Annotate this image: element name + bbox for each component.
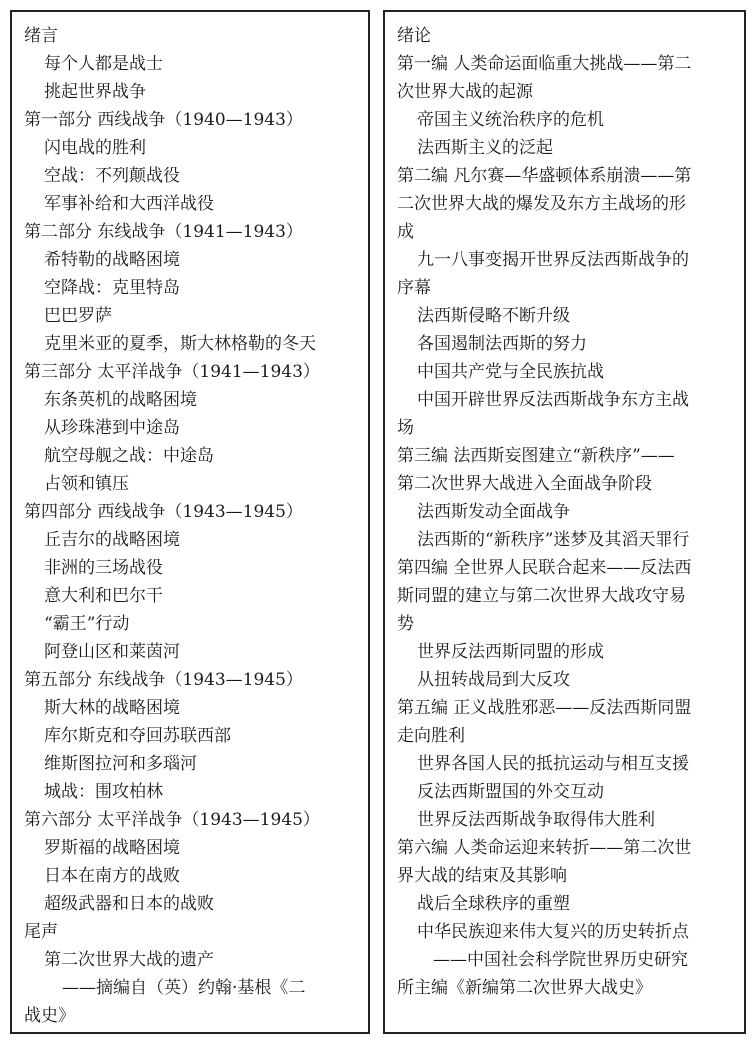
right-toc-line: 次世界大战的起源: [397, 82, 533, 102]
right-toc-line: 场: [397, 418, 414, 438]
right-toc-line: 势: [397, 614, 414, 634]
left-toc-line: 第二次世界大战的遗产: [44, 950, 214, 970]
right-toc-line: 中国共产党与全民族抗战: [417, 362, 604, 382]
right-toc-line: 法西斯侵略不断升级: [417, 306, 570, 326]
right-toc-line: 世界反法西斯战争取得伟大胜利: [417, 810, 655, 830]
left-toc-line: 军事补给和大西洋战役: [44, 194, 214, 214]
right-toc-line: 第二编 凡尔赛—华盛顿体系崩溃——第: [397, 166, 692, 186]
right-toc-line: 走向胜利: [397, 726, 465, 746]
left-toc-line: 维斯图拉河和多瑙河: [44, 754, 197, 774]
left-toc-line: 意大利和巴尔干: [44, 586, 163, 606]
left-toc-line: 阿登山区和莱茵河: [44, 642, 180, 662]
left-toc-line: 罗斯福的战略困境: [44, 838, 180, 858]
left-toc-line: 日本在南方的战败: [44, 866, 180, 886]
right-toc-line: 成: [397, 222, 414, 242]
right-toc-line: 所主编《新编第二次世界大战史》: [397, 978, 652, 998]
right-toc-line: 世界反法西斯同盟的形成: [417, 642, 604, 662]
left-toc-line: 第二部分 东线战争（1941—1943）: [24, 222, 303, 242]
left-toc-line: 库尔斯克和夺回苏联西部: [44, 726, 231, 746]
right-toc-line: 第五编 正义战胜邪恶——反法西斯同盟: [397, 698, 692, 718]
left-toc-line: 克里米亚的夏季，斯大林格勒的冬天: [44, 334, 316, 354]
left-toc-line: 第四部分 西线战争（1943—1945）: [24, 502, 303, 522]
left-toc-line: 挑起世界战争: [44, 82, 146, 102]
right-toc-line: 世界各国人民的抵抗运动与相互支援: [417, 754, 689, 774]
left-toc-line: 闪电战的胜利: [44, 138, 146, 158]
left-toc-line: ——摘编自（英）约翰·基根《二: [62, 978, 306, 998]
right-toc-line: 二次世界大战的爆发及东方主战场的形: [397, 194, 686, 214]
left-toc-line: 非洲的三场战役: [44, 558, 163, 578]
right-toc-line: 战后全球秩序的重塑: [417, 894, 570, 914]
right-toc-line: 界大战的结束及其影响: [397, 866, 567, 886]
right-toc-line: 绪论: [397, 26, 431, 46]
left-toc-line: 斯大林的战略困境: [44, 698, 180, 718]
right-toc-line: 法西斯发动全面战争: [417, 502, 570, 522]
left-toc-line: 希特勒的战略困境: [44, 250, 180, 270]
left-toc-line: 空战：不列颠战役: [44, 166, 180, 186]
right-toc-line: 法西斯主义的泛起: [417, 138, 553, 158]
right-toc-line: 序幕: [397, 278, 431, 298]
right-toc-line: 第一编 人类命运面临重大挑战——第二: [397, 54, 692, 74]
left-toc-line: 巴巴罗萨: [44, 306, 112, 326]
left-toc-line: 从珍珠港到中途岛: [44, 418, 180, 438]
left-toc-line: 东条英机的战略困境: [44, 390, 197, 410]
left-toc-line: 占领和镇压: [44, 474, 129, 494]
right-toc-line: 九一八事变揭开世界反法西斯战争的: [417, 250, 689, 270]
left-toc-line: 城战：围攻柏林: [44, 782, 163, 802]
right-toc-line: 法西斯的“新秩序”迷梦及其滔天罪行: [417, 530, 690, 550]
left-toc-list: [24, 22, 360, 1030]
left-toc-line: 战史》: [24, 1006, 75, 1026]
left-toc-line: 第六部分 太平洋战争（1943—1945）: [24, 810, 320, 830]
right-toc-line: 第二次世界大战进入全面战争阶段: [397, 474, 652, 494]
left-toc-line: 超级武器和日本的战败: [44, 894, 214, 914]
left-toc-line: 空降战：克里特岛: [44, 278, 180, 298]
left-toc-panel: [10, 10, 370, 1034]
right-toc-line: 第三编 法西斯妄图建立“新秩序”——: [397, 446, 675, 466]
left-toc-line: 丘吉尔的战略困境: [44, 530, 180, 550]
left-toc-line: “霸王”行动: [44, 614, 130, 634]
right-toc-line: 第六编 人类命运迎来转折——第二次世: [397, 838, 692, 858]
left-toc-line: 航空母舰之战：中途岛: [44, 446, 214, 466]
right-toc-line: ——中国社会科学院世界历史研究: [433, 950, 688, 970]
right-toc-line: 斯同盟的建立与第二次世界大战攻守易: [397, 586, 686, 606]
right-toc-line: 中华民族迎来伟大复兴的历史转折点: [417, 922, 689, 942]
left-toc-line: 第一部分 西线战争（1940—1943）: [24, 110, 303, 130]
right-toc-list: [397, 22, 736, 1002]
left-toc-line: 第五部分 东线战争（1943—1945）: [24, 670, 303, 690]
right-toc-line: 第四编 全世界人民联合起来——反法西: [397, 558, 692, 578]
left-toc-line: 每个人都是战士: [44, 54, 163, 74]
right-toc-line: 各国遏制法西斯的努力: [417, 334, 587, 354]
right-toc-line: 反法西斯盟国的外交互动: [417, 782, 604, 802]
left-toc-line: 尾声: [24, 922, 58, 942]
left-toc-line: 第三部分 太平洋战争（1941—1943）: [24, 362, 320, 382]
left-toc-line: 绪言: [24, 26, 58, 46]
right-toc-line: 从扭转战局到大反攻: [417, 670, 570, 690]
right-toc-line: 帝国主义统治秩序的危机: [417, 110, 604, 130]
right-toc-line: 中国开辟世界反法西斯战争东方主战: [417, 390, 689, 410]
right-toc-panel: [383, 10, 746, 1034]
